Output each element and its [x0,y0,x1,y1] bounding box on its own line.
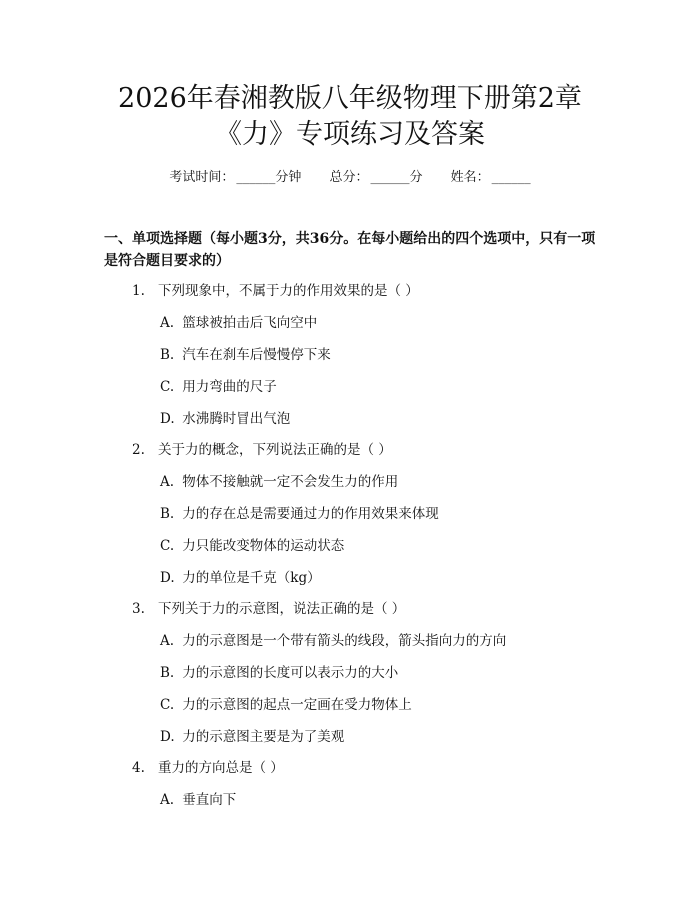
option-text: 力的示意图的长度可以表示力的大小 [182,665,399,681]
option-letter: A. [160,792,175,808]
question-number: 2. [132,442,145,458]
total-score-blank: ______分 [370,170,423,185]
option-1a [160,313,620,333]
exam-info-row [0,168,700,188]
question-3 [132,599,612,619]
option-text: 力的示意图主要是为了美观 [182,729,345,745]
option-1c [160,377,620,397]
exam-time-blank: ______分钟 [236,170,302,185]
option-letter: D. [160,729,175,745]
section-heading-line1: 一、单项选择题（每小题3分，共36分。在每小题给出的四个选项中，只有一项 [104,231,596,247]
option-letter: A. [160,633,175,649]
option-letter: B. [160,347,175,363]
question-text: 关于力的概念，下列说法正确的是（ ） [158,442,392,458]
option-text: 用力弯曲的尺子 [182,379,277,395]
exam-time-label: 考试时间： [169,170,235,185]
option-text: 垂直向下 [182,792,237,808]
question-text: 下列现象中，不属于力的作用效果的是（ ） [158,283,419,299]
option-letter: C. [160,379,175,395]
option-letter: B. [160,506,175,522]
option-3c [160,695,620,715]
option-text: 力只能改变物体的运动状态 [182,538,345,554]
option-letter: D. [160,411,175,427]
option-letter: D. [160,570,175,586]
option-4a [160,790,620,810]
option-1d [160,409,620,429]
section-heading [104,228,604,272]
question-text: 下列关于力的示意图，说法正确的是（ ） [158,601,406,617]
option-1b [160,345,620,365]
name-blank: ______ [491,170,531,185]
question-number: 3. [132,601,145,617]
option-text: 力的示意图是一个带有箭头的线段，箭头指向力的方向 [182,633,507,649]
option-letter: A. [160,315,175,331]
exam-time-field [169,168,301,188]
option-text: 汽车在刹车后慢慢停下来 [182,347,331,363]
option-text: 物体不接触就一定不会发生力的作用 [182,474,399,490]
option-2c [160,536,620,556]
question-text: 重力的方向总是（ ） [158,760,284,776]
option-text: 力的示意图的起点一定画在受力物体上 [182,697,412,713]
option-3b [160,663,620,683]
option-2d [160,568,620,588]
question-2 [132,440,612,460]
option-letter: B. [160,665,175,681]
total-score-label: 总分： [329,170,369,185]
name-label: 姓名： [450,170,490,185]
option-letter: A. [160,474,175,490]
option-3a [160,631,620,651]
option-text: 水沸腾时冒出气泡 [182,411,291,427]
total-score-field [329,168,422,188]
question-4 [132,758,612,778]
name-field [451,168,531,188]
option-text: 力的单位是千克（kg） [182,570,321,586]
question-number: 1. [132,283,145,299]
option-2b [160,504,620,524]
section-heading-line2: 是符合题目要求的） [104,253,230,269]
option-3d [160,727,620,747]
doc-title-line1: 2026年春湘教版八年级物理下册第2章 [118,83,582,114]
option-text: 篮球被拍击后飞向空中 [182,315,318,331]
question-1 [132,281,612,301]
option-2a [160,472,620,492]
option-letter: C. [160,697,175,713]
option-letter: C. [160,538,175,554]
question-number: 4. [132,760,145,776]
doc-title-line2: 《力》专项练习及答案 [215,119,485,150]
option-text: 力的存在总是需要通过力的作用效果来体现 [182,506,439,522]
